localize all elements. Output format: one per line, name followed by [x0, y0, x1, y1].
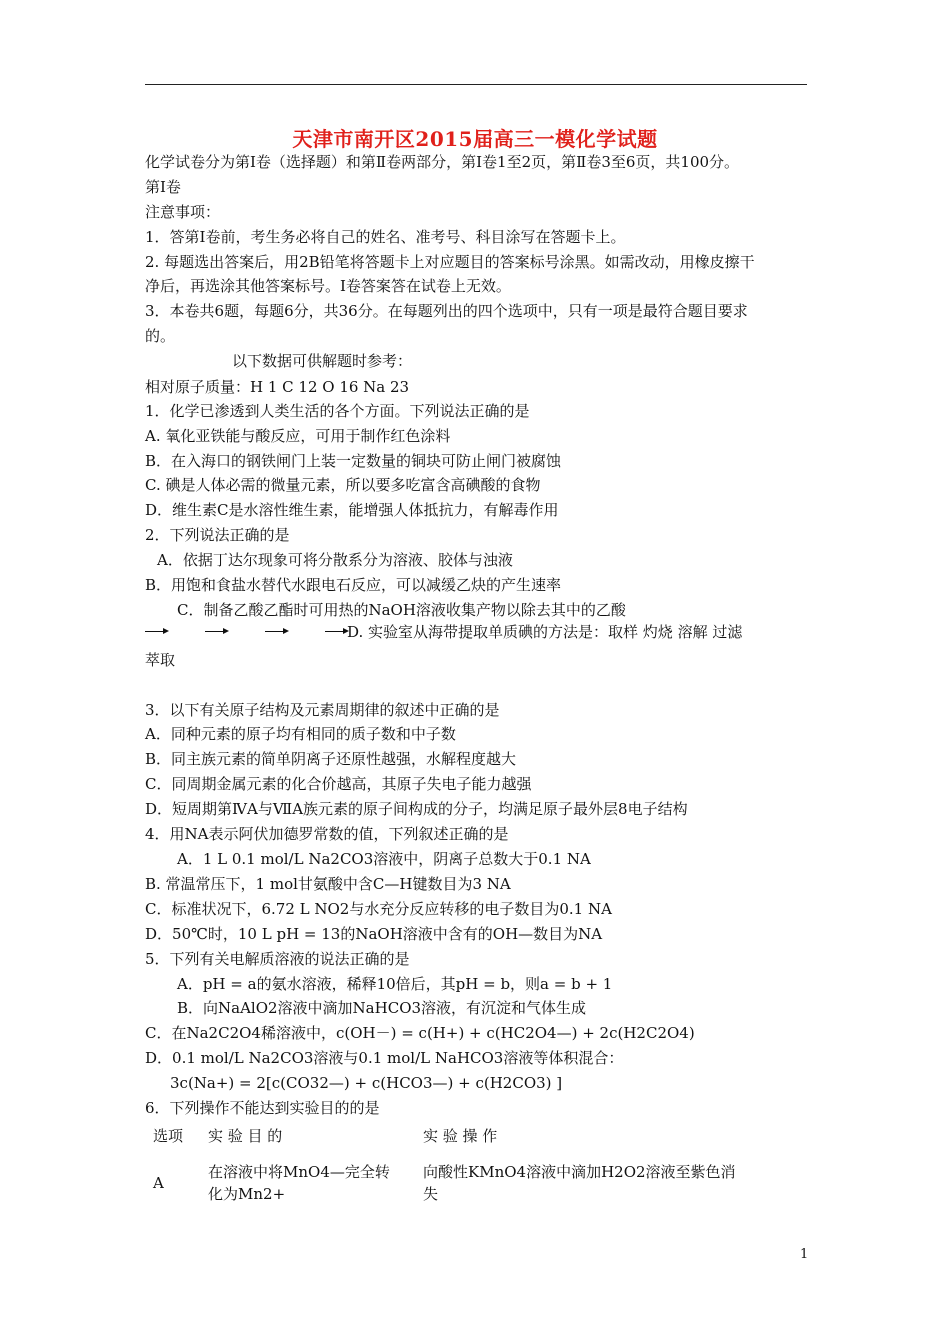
- row-purpose-line-2: 化为Mn2+: [208, 1185, 286, 1203]
- q4-stem: 4．用NA表示阿伏加德罗常数的值，下列叙述正确的是: [145, 825, 509, 843]
- q3-stem: 3．以下有关原子结构及元素周期律的叙述中正确的是: [145, 701, 500, 719]
- q5-option-d: D．0.1 mol/L Na2CO3溶液与0.1 mol/L NaHCO3溶液等体积混合：: [145, 1049, 624, 1067]
- table-row: [145, 1161, 813, 1205]
- header-operation: 实 验 操 作: [423, 1127, 498, 1145]
- intro-text: 化学试卷分为第Ⅰ卷（选择题）和第Ⅱ卷两部分，第Ⅰ卷1至2页，第Ⅱ卷3至6页，共100分。: [145, 153, 740, 171]
- row-operation-line-1: 向酸性KMnO4溶液中滴加H2O2溶液至紫色消: [423, 1163, 736, 1181]
- q3-option-b: B．同主族元素的简单阴离子还原性越强，水解程度越大: [145, 750, 517, 768]
- q2-option-a: A．依据丁达尔现象可将分散系分为溶液、胶体与浊液: [157, 551, 513, 569]
- row-operation: [423, 1161, 813, 1205]
- atomic-mass-line: 相对原子质量：H 1 C 12 O 16 Na 23: [145, 378, 410, 396]
- note-2: 2. 每题选出答案后，用2B铅笔将答题卡上对应题目的答案标号涂黑。如需改动，用橡皮擦干: [145, 253, 755, 271]
- table-header-row: [145, 1125, 813, 1161]
- q5-option-a: A．pH = a的氨水溶液，稀释10倍后，其pH = b，则a = b + 1: [177, 975, 613, 993]
- q2-option-d-row: [145, 622, 742, 642]
- q1-stem: 1．化学已渗透到人类生活的各个方面。下列说法正确的是: [145, 402, 530, 420]
- q3-option-a: A．同种元素的原子均有相同的质子数和中子数: [145, 725, 456, 743]
- row-operation-line-2: 失: [423, 1185, 439, 1203]
- note-2-cont: 净后，再选涂其他答案标号。Ⅰ卷答案答在试卷上无效。: [145, 277, 511, 295]
- q4-option-d: D．50℃时，10 L pH = 13的NaOH溶液中含有的OH—数目为NA: [145, 925, 603, 943]
- q4-option-c: C．标准状况下，6.72 L NO2与水充分反应转移的电子数目为0.1 NA: [145, 900, 612, 918]
- note-3-cont: 的。: [145, 327, 176, 345]
- row-option: A: [153, 1174, 164, 1192]
- arrow-icon: [265, 631, 287, 632]
- q1-option-d: D．维生素C是水溶性维生素，能增强人体抵抗力，有解毒作用: [145, 501, 559, 519]
- document-title: 天津市南开区2015届高三一模化学试题: [292, 127, 658, 151]
- q3-option-d: D．短周期第ⅣA与ⅦA族元素的原子间构成的分子，均满足原子最外层8电子结构: [145, 800, 688, 818]
- q2-option-d: D. 实验室从海带提取单质碘的方法是：取样 灼烧 溶解 过滤: [347, 623, 743, 641]
- q3-option-c: C．同周期金属元素的化合价越高，其原子失电子能力越强: [145, 775, 532, 793]
- q5-stem: 5．下列有关电解质溶液的说法正确的是: [145, 950, 410, 968]
- notes-heading: 注意事项：: [145, 203, 221, 221]
- header-purpose: 实 验 目 的: [208, 1127, 283, 1145]
- q2-stem: 2．下列说法正确的是: [145, 526, 290, 544]
- arrow-icon: [145, 631, 167, 632]
- page-number: 1: [800, 1247, 809, 1262]
- row-purpose-line-1: 在溶液中将MnO4—完全转: [208, 1163, 390, 1181]
- header-rule: [145, 84, 807, 85]
- q1-option-a: A. 氧化亚铁能与酸反应，可用于制作红色涂料: [145, 427, 451, 445]
- row-purpose: [208, 1161, 423, 1205]
- reference-note: 以下数据可供解题时参考：: [232, 352, 413, 370]
- header-option: 选项: [153, 1127, 184, 1145]
- q1-option-b: B．在入海口的钢铁闸门上装一定数量的铜块可防止闸门被腐蚀: [145, 452, 562, 470]
- q5-option-d-cont: 3c(Na+) = 2[c(CO32—) + c(HCO3—) + c(H2CO3) ]: [170, 1074, 563, 1092]
- q1-option-c: C. 碘是人体必需的微量元素，所以要多吃富含高碘酸的食物: [145, 476, 541, 494]
- q2-option-c: C．制备乙酸乙酯时可用热的NaOH溶液收集产物以除去其中的乙酸: [177, 601, 626, 619]
- q6-options-table: [145, 1125, 813, 1205]
- part1-heading: 第Ⅰ卷: [145, 178, 181, 196]
- q6-stem: 6．下列操作不能达到实验目的的是: [145, 1099, 380, 1117]
- q5-option-c: C．在Na2C2O4稀溶液中，c(OH－) = c(H+) + c(HC2O4—) + 2c(H2C2O4): [145, 1024, 695, 1042]
- q4-option-b: B. 常温常压下，1 mol甘氨酸中含C—H键数目为3 NA: [145, 875, 511, 893]
- arrow-icon: [205, 631, 227, 632]
- note-3: 3．本卷共6题，每题6分，共36分。在每题列出的四个选项中，只有一项是最符合题目要求: [145, 302, 748, 320]
- q2-option-b: B．用饱和食盐水替代水跟电石反应，可以减缓乙炔的产生速率: [145, 576, 562, 594]
- q2-option-d-cont: 萃取: [145, 651, 176, 669]
- note-1: 1．答第Ⅰ卷前，考生务必将自己的姓名、准考号、科目涂写在答题卡上。: [145, 228, 626, 246]
- q4-option-a: A．1 L 0.1 mol/L Na2CO3溶液中，阴离子总数大于0.1 NA: [177, 850, 591, 868]
- arrow-icon: [325, 631, 347, 632]
- q5-option-b: B．向NaAlO2溶液中滴加NaHCO3溶液，有沉淀和气体生成: [177, 999, 587, 1017]
